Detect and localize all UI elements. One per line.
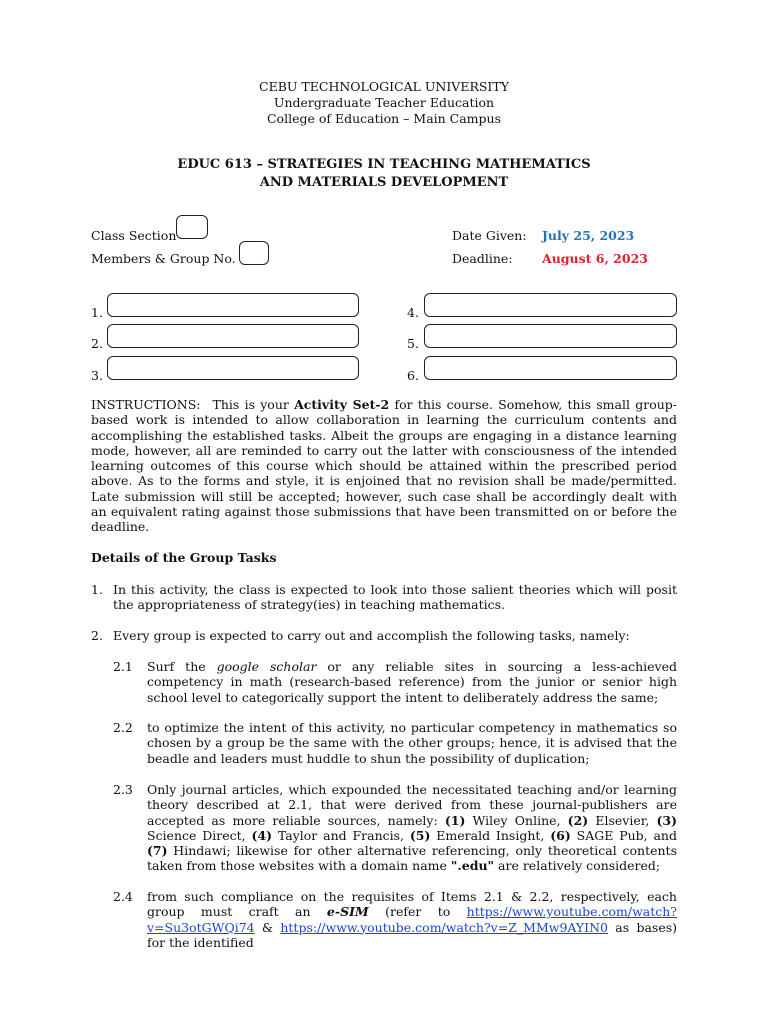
member-field-5[interactable] — [424, 324, 677, 348]
youtube-link-2[interactable]: https://www.youtube.com/watch?v=Z_MMw9AYIN0 — [280, 919, 609, 935]
member-number-3: 3. — [91, 368, 103, 383]
group-number-box[interactable] — [239, 241, 269, 265]
instructions-lead: INSTRUCTIONS: — [91, 397, 201, 412]
member-field-4[interactable] — [424, 293, 677, 317]
subitem-2-4-text: from such compliance on the requisites of Items 2.1 & 2.2, respectively, each group must craft an e-SIM (refer to https://www.youtube.com/watch?v=Su3otGWQi74 & https://www.youtube.com/watch?v=Z_MMw9AYIN0 as bases) for the identified — [147, 889, 678, 950]
details-heading: Details of the Group Tasks — [91, 550, 277, 565]
subitem-2-2-marker: 2.2 — [113, 720, 133, 735]
course-title-line2: AND MATERIALS DEVELOPMENT — [259, 175, 509, 190]
member-number-2: 2. — [91, 336, 103, 351]
college-name: College of Education – Main Campus — [266, 111, 501, 126]
university-name: CEBU TECHNOLOGICAL UNIVERSITY — [259, 79, 509, 94]
class-section-label: Class Section — [91, 228, 177, 243]
date-given-label: Date Given: — [452, 228, 527, 243]
member-field-1[interactable] — [107, 293, 359, 317]
subitem-2-1-text: Surf the google scholar or any reliable sites in sourcing a less-achieved competency in math (research-based reference) from the junior or senior high school level to categorically support the intent to deliberately address the same; — [147, 659, 677, 705]
member-number-4: 4. — [407, 305, 419, 320]
class-section-box[interactable] — [176, 215, 208, 239]
subitem-2-1-marker: 2.1 — [113, 659, 133, 674]
subitem-2-3-text: Only journal articles, which expounded the necessitated teaching and/or learning theory described at 2.1, that were derived from these journal-publishers are accepted as more reliable sources, namely: (1) Wiley Online, (2) Elsevier, (3) Science Direct, (4) Taylor and Francis, (5) Emerald Insight, (6) SAGE Pub, and (7) Hindawi; likewise for other alternative referencing, only theoretical contents taken from those websites with a domain name ".edu" are relatively considered; — [147, 782, 678, 874]
e-sim-term: e-SIM — [326, 904, 369, 920]
google-scholar-term: google scholar — [216, 659, 317, 674]
member-field-3[interactable] — [107, 356, 359, 380]
member-field-6[interactable] — [424, 356, 677, 380]
subitem-2-2-text: to optimize the intent of this activity, no particular competency in mathematics so chosen by a group be the same with the other groups; hence, it is advised that the beadle and leaders must huddle to shun the possibility of duplication; — [147, 720, 677, 766]
deadline-value: August 6, 2023 — [542, 251, 648, 266]
instructions-paragraph: INSTRUCTIONS: This is your Activity Set-2 for this course. Somehow, this small group-based work is intended to allow collaboration in learning the curriculum contents and accomplishing the established tasks. Albeit the groups are engaging in a distance learning mode, however, all are reminded to carry out the latter with consciousness of the intended learning outcomes of this course which should be attained within the prescribed period above. As to the forms and style, it is enjoined that no revision shall be made/permitted. Late submission will still be accepted; however, such case shall be accordingly dealt with an equivalent rating against those submissions that have been transmitted on or before the deadline. — [91, 397, 678, 535]
date-given-value: July 25, 2023 — [542, 228, 635, 243]
subitem-2-3-marker: 2.3 — [113, 782, 133, 797]
activity-set-label: Activity Set-2 — [294, 397, 390, 412]
member-number-1: 1. — [91, 305, 103, 320]
item-2-marker: 2. — [91, 628, 103, 643]
member-number-5: 5. — [407, 336, 419, 351]
members-group-label: Members & Group No. — [91, 251, 236, 266]
item-1-text: In this activity, the class is expected to look into those salient theories which will posit the appropriateness of strategy(ies) in teaching mathematics. — [113, 582, 677, 613]
item-1-marker: 1. — [91, 582, 103, 597]
member-number-6: 6. — [407, 368, 419, 383]
deadline-label: Deadline: — [452, 251, 513, 266]
course-title-line1: EDUC 613 – STRATEGIES IN TEACHING MATHEMATICS — [177, 157, 591, 172]
item-2-text: Every group is expected to carry out and accomplish the following tasks, namely: — [113, 628, 630, 643]
subitem-2-4-marker: 2.4 — [113, 889, 133, 904]
member-field-2[interactable] — [107, 324, 359, 348]
program-name: Undergraduate Teacher Education — [273, 95, 495, 110]
youtube-link-1[interactable]: https://www.youtube.com/watch?v=Su3otGWQi74 — [147, 904, 678, 935]
